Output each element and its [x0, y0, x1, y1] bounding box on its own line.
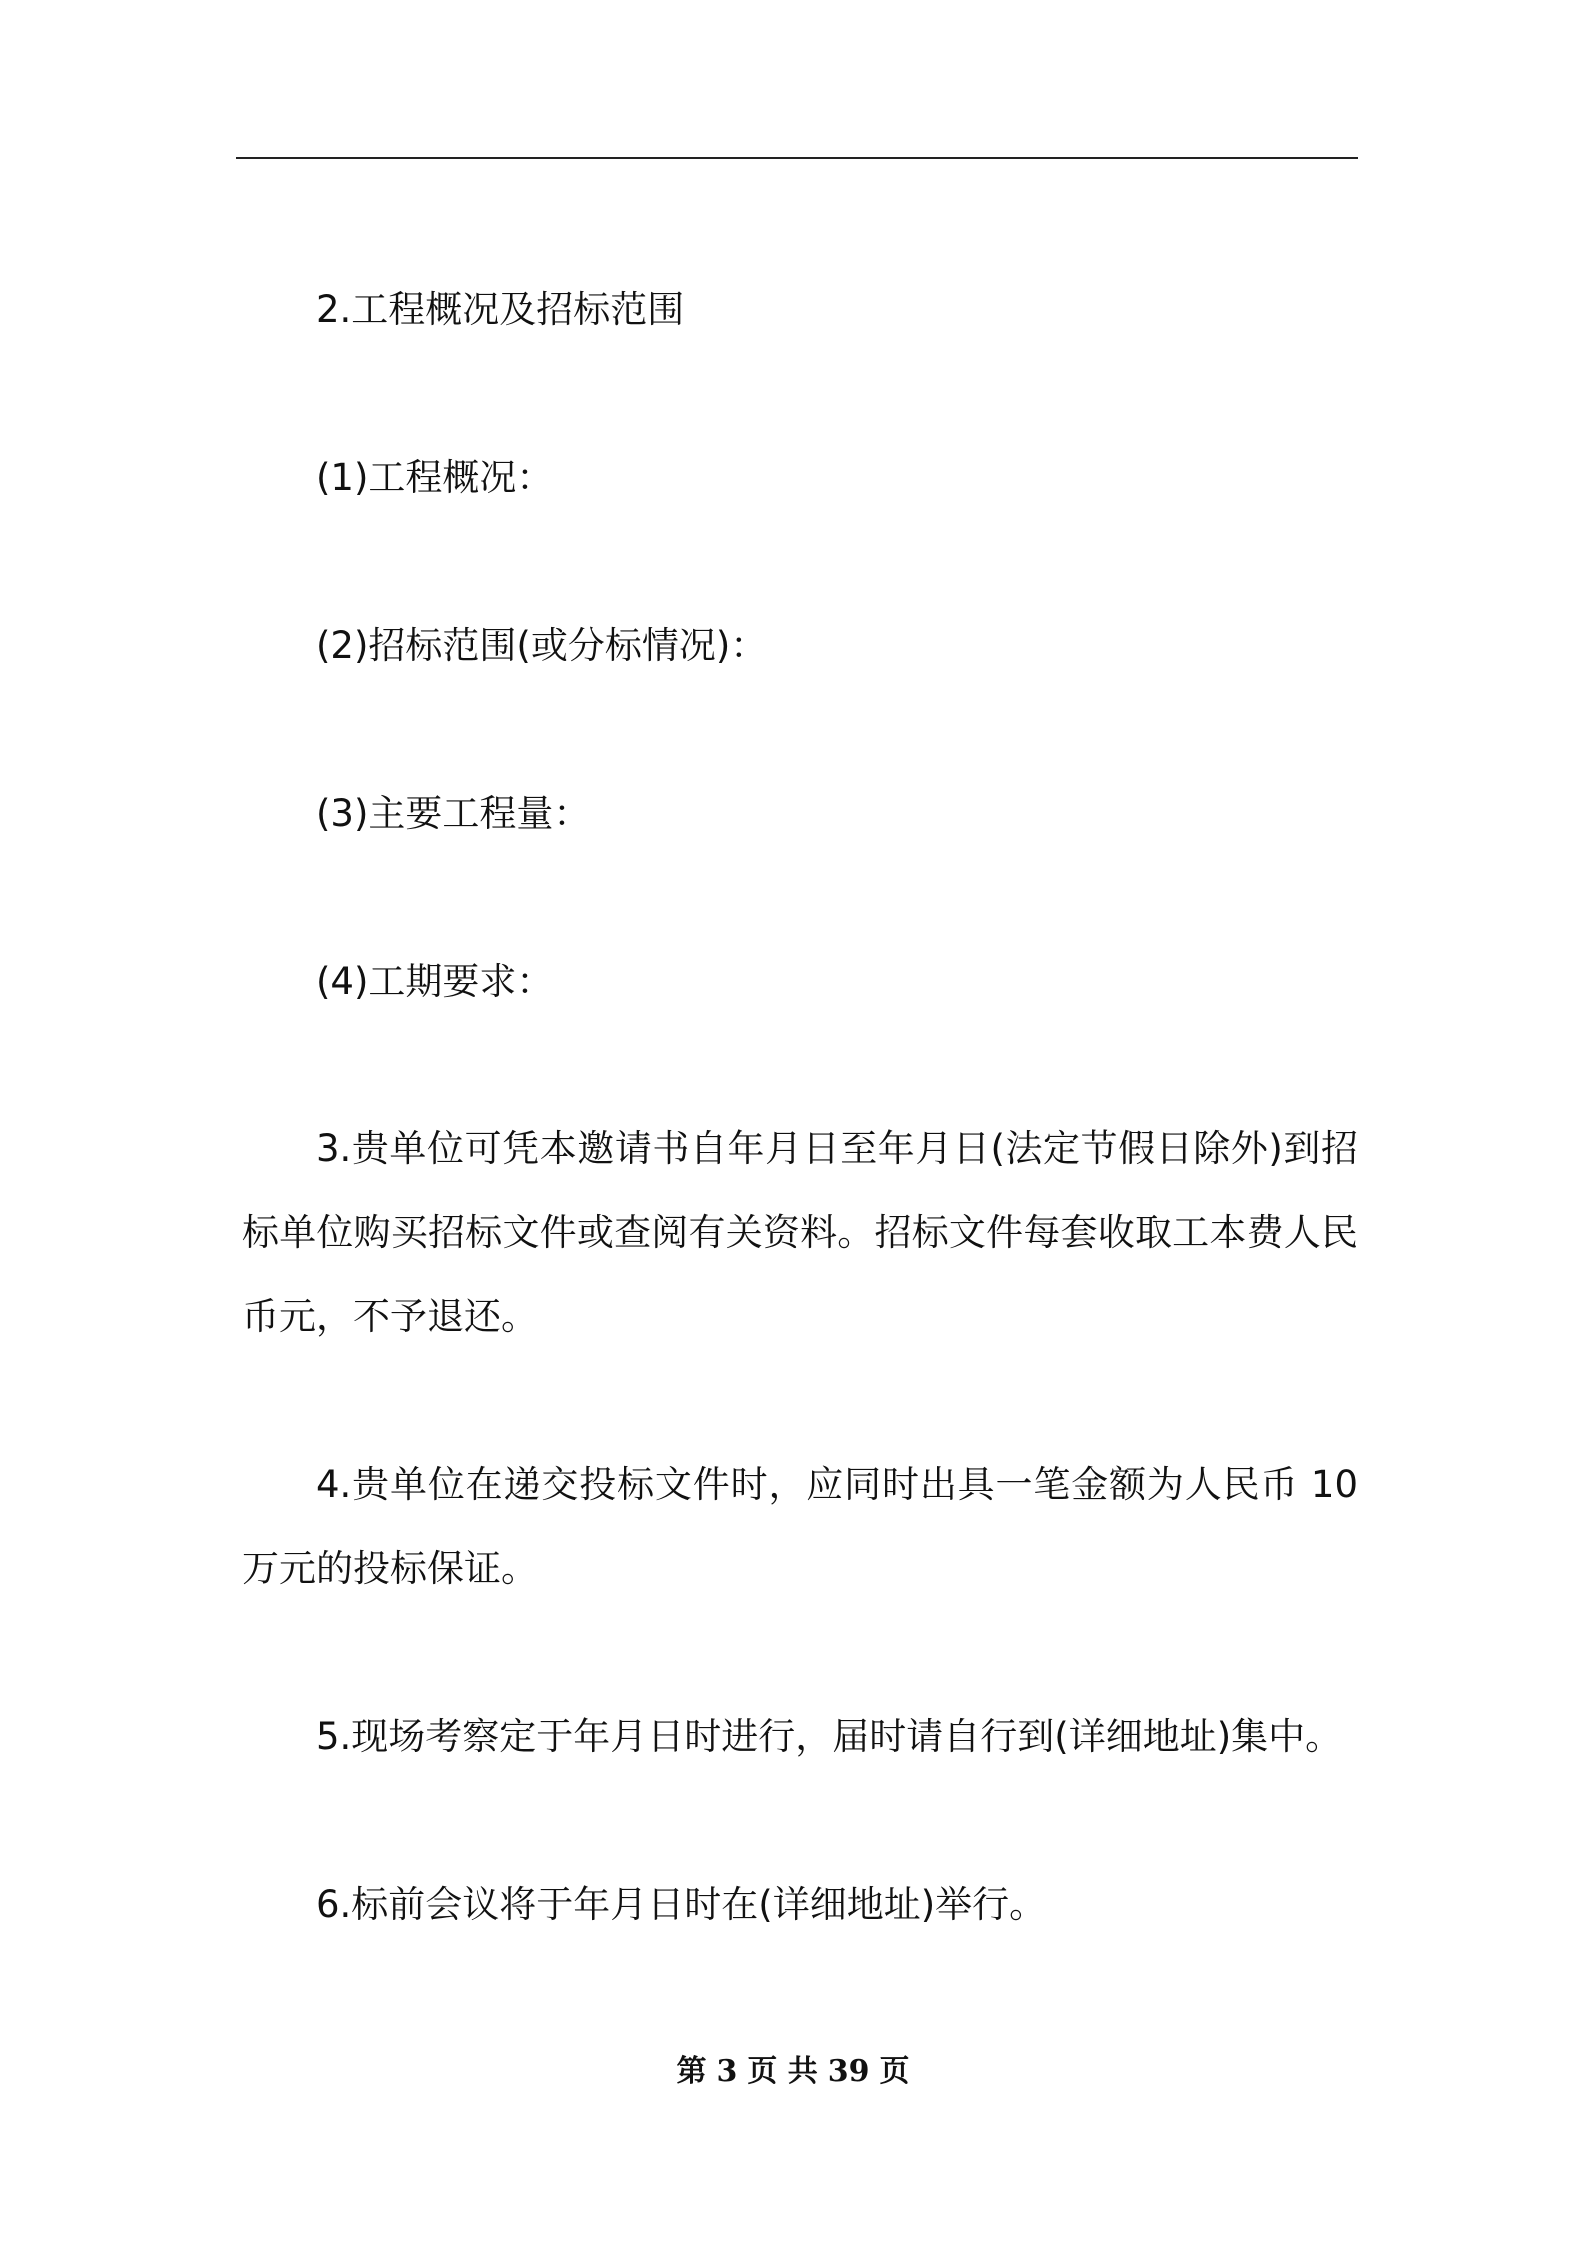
item-schedule-requirements: (4)工期要求：: [316, 960, 554, 1003]
total-pages-number: 39: [827, 2054, 870, 2089]
header-rule: [236, 157, 1358, 159]
page-footer: [0, 2052, 1586, 2092]
item-bidding-scope: (2)招标范围(或分标情况)：: [316, 624, 768, 667]
item-project-overview: (1)工程概况：: [316, 456, 554, 499]
paragraph-6-pre-bid-meeting: 6.标前会议将于年月日时在(详细地址)举行。: [316, 1883, 1047, 1926]
current-page-number: 3: [716, 2054, 738, 2089]
footer-middle: 页 共: [747, 2054, 818, 2089]
item-main-quantities: (3)主要工程量：: [316, 792, 591, 835]
section-heading-2: 2.工程概况及招标范围: [316, 288, 685, 331]
paragraph-3-purchase-documents: 3.贵单位可凭本邀请书自年月日至年月日(法定节假日除外)到招标单位购买招标文件或查阅有关资料。招标文件每套收取工本费人民币元，不予退还。: [242, 1127, 1358, 1338]
paragraph-5-site-visit: 5.现场考察定于年月日时进行，届时请自行到(详细地址)集中。: [316, 1715, 1343, 1758]
footer-prefix: 第: [676, 2054, 707, 2089]
paragraph-4-bid-bond: 4.贵单位在递交投标文件时，应同时出具一笔金额为人民币 10 万元的投标保证。: [242, 1463, 1358, 1590]
footer-suffix: 页: [879, 2054, 910, 2089]
